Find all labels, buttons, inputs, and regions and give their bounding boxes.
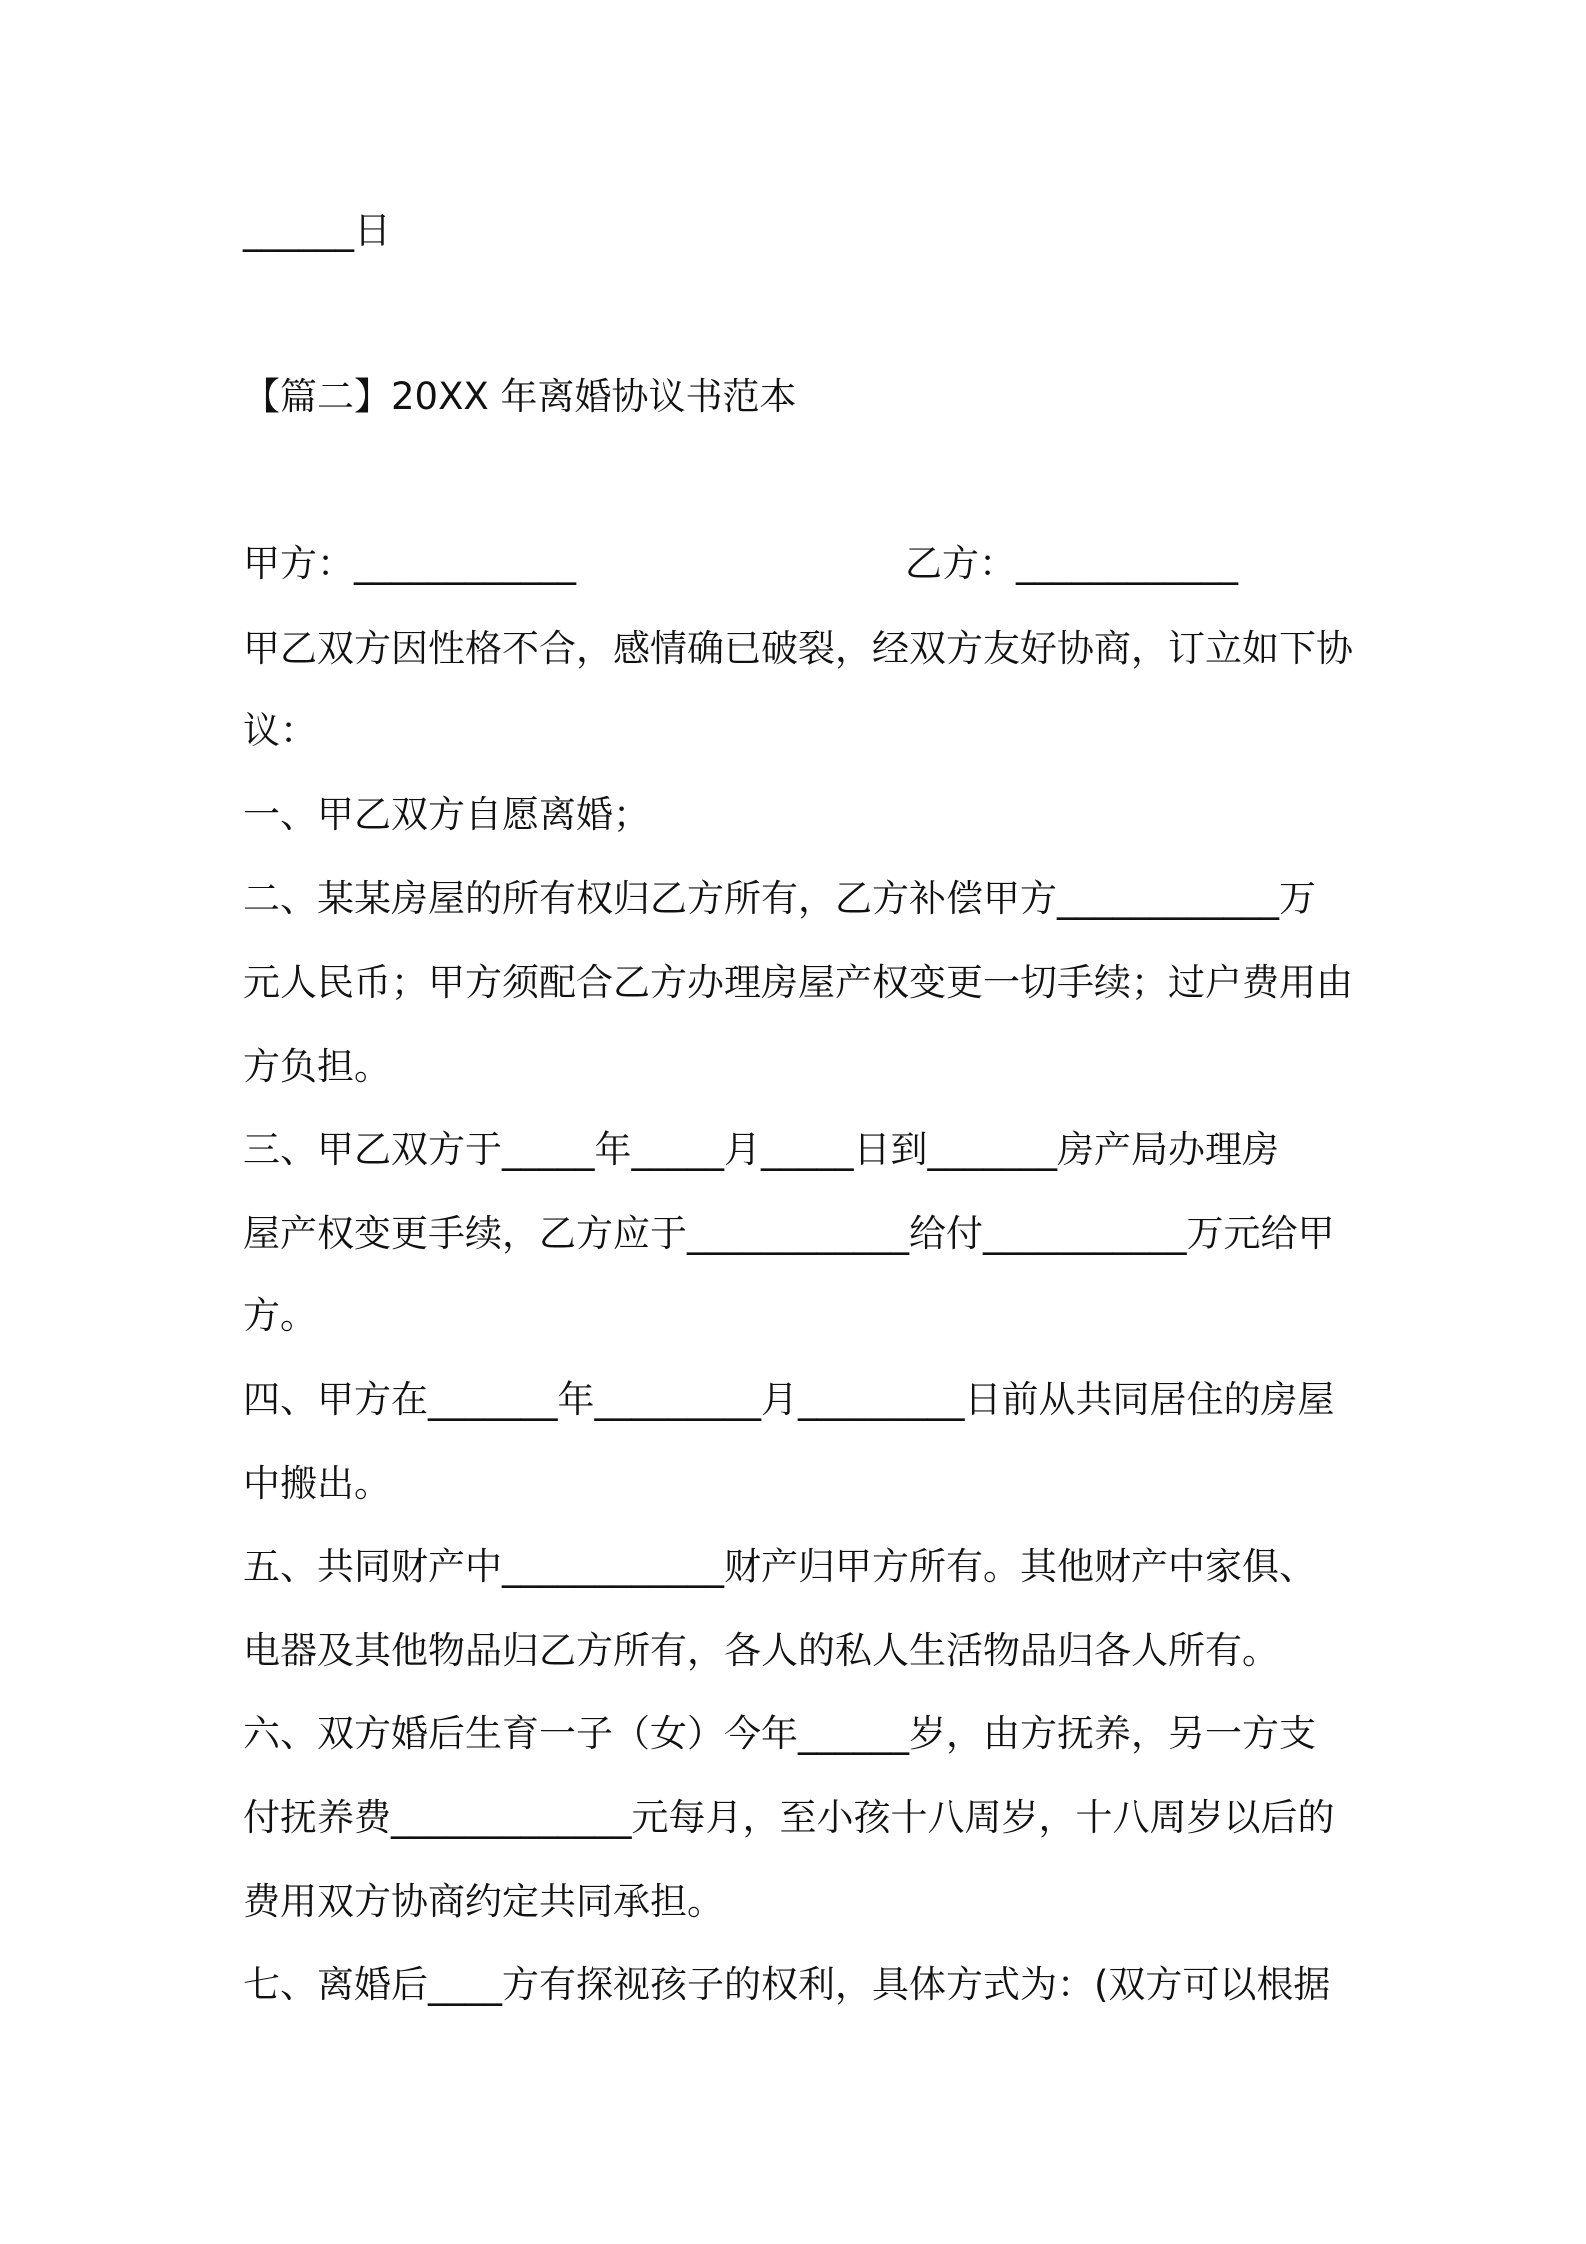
clause-4-line-2: 中搬出。 [243,1462,391,1505]
clause-2-line-1: 二、某某房屋的所有权归乙方所有，乙方补偿甲方____________万 [243,877,1316,920]
section-heading: 【篇二】20XX 年离婚协议书范本 [243,375,797,418]
clause-7-line-1: 七、离婚后____方有探视孩子的权利，具体方式为：(双方可以根据 [243,1963,1331,2006]
clause-5-line-2: 电器及其他物品归乙方所有，各人的私人生活物品归各人所有。 [243,1629,1279,1672]
clause-1-line-1: 一、甲乙双方自愿离婚； [243,793,650,836]
clause-4-line-1: 四、甲方在_______年_________月_________日前从共同居住的房屋 [243,1378,1335,1421]
clause-6-line-2: 付抚养费_____________元每月，至小孩十八周岁，十八周岁以后的 [243,1796,1335,1839]
clause-3-line-2: 屋产权变更手续，乙方应于____________给付___________万元给甲 [243,1212,1335,1255]
clause-6-line-3: 费用双方协商约定共同承担。 [243,1880,724,1923]
clause-5-line-1: 五、共同财产中____________财产归甲方所有。其他财产中家俱、 [243,1545,1316,1588]
party-a-line: 甲方：____________ [243,542,576,585]
date-day-line: ______日 [243,209,391,252]
intro-line-1: 甲乙双方因性格不合，感情确已破裂，经双方友好协商，订立如下协 [243,627,1353,670]
clause-2-line-3: 方负担。 [243,1045,391,1088]
clause-6-line-1: 六、双方婚后生育一子（女）今年______岁，由方抚养，另一方支 [243,1712,1316,1755]
clause-2-line-2: 元人民币；甲方须配合乙方办理房屋产权变更一切手续；过户费用由 [243,961,1353,1004]
party-b-line: 乙方：____________ [905,542,1238,585]
clause-3-line-1: 三、甲乙双方于_____年_____月_____日到_______房产局办理房 [243,1128,1279,1171]
intro-line-2: 议： [243,709,317,752]
clause-3-line-3: 方。 [243,1294,317,1337]
